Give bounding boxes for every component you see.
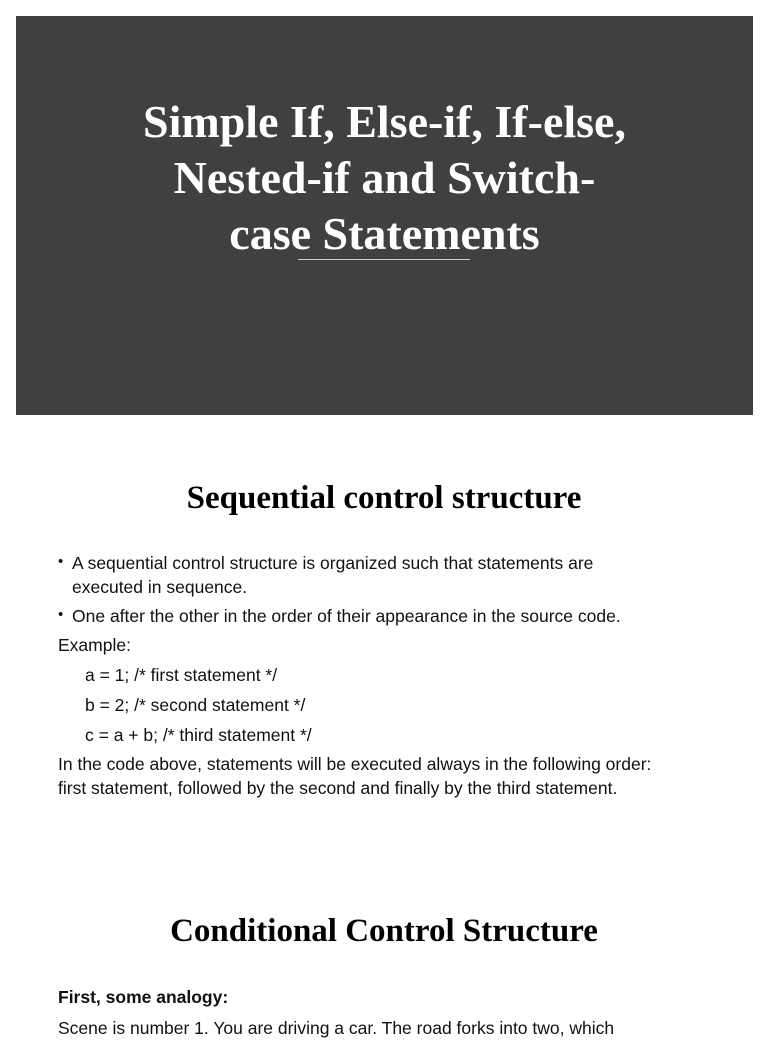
title-line-2: Nested-if and Switch-: [173, 152, 596, 203]
conditional-body: [58, 985, 738, 1040]
sequential-heading: Sequential control structure: [186, 480, 582, 516]
bullet-item: [58, 604, 738, 628]
title-slide: [16, 16, 753, 415]
bullet-item: [58, 551, 738, 599]
summary-line-2: first statement, followed by the second and finally by the third statement.: [58, 778, 618, 798]
analogy-subheading: First, some analogy:: [58, 987, 229, 1007]
analogy-text: Scene is number 1. You are driving a car. The road forks into two, which: [58, 1018, 615, 1038]
title-line-1: Simple If, Else-if, If-else,: [143, 96, 626, 147]
code-line-2: b = 2; /* second statement */: [85, 695, 306, 715]
bullet-1-line-1: • A sequential control structure is organized such that statements are: [72, 553, 594, 573]
example-label: Example:: [58, 635, 131, 655]
code-line-1: a = 1; /* first statement */: [85, 665, 278, 685]
slide-title: [16, 94, 753, 262]
bullet-2-text: • One after the other in the order of their appearance in the source code.: [72, 606, 621, 626]
sequential-body: [58, 551, 738, 800]
summary-line-1: In the code above, statements will be executed always in the following order:: [58, 754, 652, 774]
bullet-1-line-2: executed in sequence.: [72, 577, 248, 597]
code-line-3: c = a + b; /* third statement */: [85, 725, 312, 745]
title-divider: [298, 259, 470, 260]
conditional-heading: Conditional Control Structure: [170, 913, 598, 949]
title-line-3: case Statements: [229, 208, 540, 259]
